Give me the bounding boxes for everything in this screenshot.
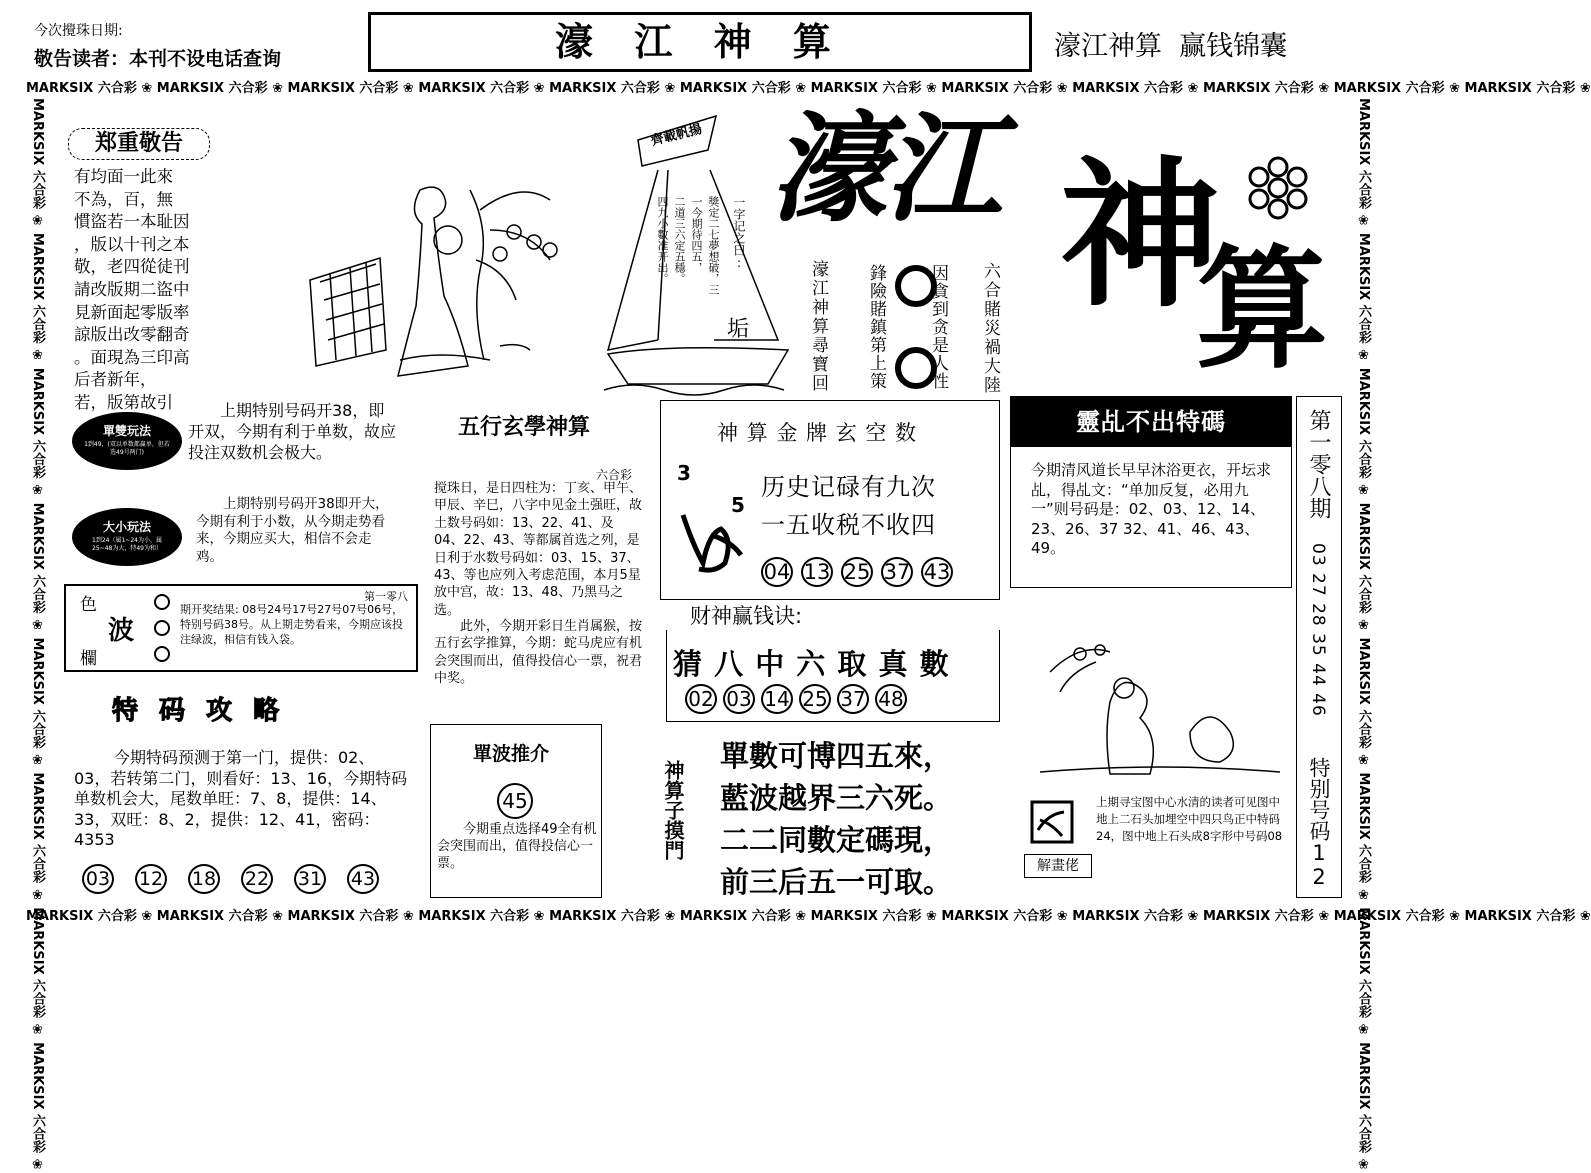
wuxing-text-2: 此外，今期开彩日生肖属猴，按五行玄学推算，今期：蛇马虎应有机会突围而出，值得投信心一票，祝君中奖。: [434, 619, 643, 687]
strategy-title: 特 码 攻 略: [112, 696, 286, 726]
color-wave-issue: 第一零八: [364, 590, 408, 603]
wealth-number: 14: [761, 684, 793, 714]
gold-line-1: 历史记碌有九次: [761, 473, 936, 501]
sail-poem-col: 一今期待四五，: [690, 196, 703, 273]
big-small-text: 上期特别号码开38即开大，今期有利于小数，从今期走势看来，今期应买大，相信不会走鸡。: [196, 496, 389, 565]
gold-number: 37: [881, 557, 913, 587]
center-poem-col2: 鋒險賭鎮第上策: [866, 264, 886, 390]
gold-number: 13: [801, 557, 833, 587]
issue-side-box: [1296, 396, 1342, 898]
strategy-number: 43: [347, 864, 379, 894]
flower-icon: [1245, 155, 1311, 221]
sail-poem: [656, 196, 720, 306]
marquee-bottom: MARKSIX 六合彩 ❀ MARKSIX 六合彩 ❀ MARKSIX 六合彩 ❀ MARKSIX 六合彩 ❀ MARKSIX 六合彩 ❀ MARKSIX 六合彩 ❀ MARKSIX 六合彩 ❀ MARKSIX 六合彩 ❀ MARKSIX 六合彩 ❀ MARKSIX 六合彩 ❀ MARKSIX 六合彩 ❀ MARKSIX 六合彩 ❀: [26, 909, 1591, 924]
center-poem-col3: 因貪到贪是人性: [928, 264, 948, 390]
gold-digit-b: 5: [731, 493, 745, 517]
sail-flag: 齊載帆揚: [649, 121, 704, 150]
spirit-title: 靈乩不出特碼: [1011, 397, 1291, 447]
wealth-number: 37: [837, 684, 869, 714]
color-wave-label-bot: 欄: [80, 649, 97, 669]
gold-number: 04: [761, 557, 793, 587]
single-wave-box: [430, 724, 602, 898]
wealth-number: 03: [723, 684, 755, 714]
marquee-right: MARKSIX 六合彩 ❀ MARKSIX 六合彩 ❀ MARKSIX 六合彩 ❀ MARKSIX 六合彩 ❀ MARKSIX 六合彩 ❀ MARKSIX 六合彩 ❀ MARKSIX 六合彩 ❀ MARKSIX 六合彩 ❀: [1356, 98, 1371, 1173]
masthead-title: 濠 江 神 算: [555, 20, 845, 64]
masthead-title-box: [368, 12, 1032, 72]
big-title-shen: 神: [1060, 141, 1221, 329]
brush-glyph-icon: [671, 499, 751, 579]
door-label: 神算子摸門: [661, 760, 685, 860]
single-wave-number: 45: [497, 783, 533, 819]
spirit-box: [1010, 396, 1292, 588]
issue-special: 特别号码12: [1307, 757, 1331, 889]
strategy-text: 今期特码预测于第一门，提供：02、03，若转第二门，则看好：13、16，今期特码单数机会大，尾数单旺：7、8，提供：14、33，双旺：8、2，提供：12、41，密码：4353: [74, 748, 408, 849]
wealth-title: 财神赢钱诀:: [690, 604, 803, 628]
notice-line: 敬，老四從徒刊: [74, 257, 190, 277]
wealth-phrase: 猜 八 中 六 取 真 數: [673, 647, 950, 681]
sail-poem-title: 一字记之曰:: [732, 196, 746, 270]
notice-line: 不為，百，無: [74, 189, 173, 209]
notice-body: [74, 166, 224, 415]
gold-line-2: 一五收税不收四: [761, 511, 936, 539]
gold-title: 神 算 金 牌 玄 空 数: [717, 421, 918, 445]
puzzle-logo-icon: [1030, 800, 1074, 844]
color-wave-label-mid: 波: [108, 616, 135, 646]
notice-line: 請改版期二盜中: [74, 279, 190, 299]
color-wave-text: 期开奖结果: 08号24号17号27号07号06号，特别号码38号。从上期走势看来，今期应该投注绿波，相信有钱入袋。: [180, 603, 404, 646]
notice-line: 慣盜若一本耻因: [74, 212, 190, 232]
wealth-box: [666, 630, 1000, 722]
notice-line: ，版以十刊之本: [74, 234, 190, 254]
issue-label: 第一零八期: [1306, 409, 1331, 519]
draw-date-label: 今次攪珠日期:: [34, 23, 123, 39]
big-small-badge: [72, 508, 182, 566]
gold-box: [660, 400, 1000, 600]
odd-even-badge-note: 1到49，(双以单数都赢单，但若选49号两门): [84, 441, 170, 456]
door-line-4: 前三后五一可取。: [720, 865, 953, 899]
puzzle-text: 上期寻宝图中心水清的读者可见图中地上二石头加埋空中四只鸟正中特码24，图中地上石头成8字形中号码08: [1096, 795, 1283, 843]
big-small-badge-note: 1到24（属1~24为小，属25~48为大，特49为和）: [92, 537, 162, 552]
strategy-number: 03: [82, 864, 114, 894]
odd-even-text: 上期特别号码开38，即开双，今期有利于单数，故应投注双数机会极大。: [188, 401, 397, 462]
sail-poem-col: 四九小數准开出。: [656, 196, 669, 284]
notice-title: 郑重敬告: [68, 128, 210, 160]
sail-poem-col: 二道三六定五穩。: [673, 196, 686, 284]
sail-key-char: 垢: [727, 317, 750, 342]
puzzle-box: [1012, 780, 1294, 898]
notice-line: 后者新年，: [74, 370, 157, 390]
issue-numbers: 03 27 28 35 44 46: [1308, 543, 1328, 717]
wealth-number: 48: [875, 684, 907, 714]
strategy-number: 31: [294, 864, 326, 894]
gold-number: 43: [921, 557, 953, 587]
strategy-number: 18: [188, 864, 220, 894]
odd-even-badge: [72, 412, 182, 470]
big-title-suan: 算: [1196, 232, 1328, 387]
center-poem-col4: 六合賭災禍大陸: [980, 262, 1000, 395]
reader-notice: 敬告读者：本刊不设电话查询: [34, 48, 282, 70]
ring-decoration: [876, 262, 956, 392]
single-wave-title: 單波推介: [473, 743, 550, 765]
wealth-numbers: [685, 684, 913, 714]
wuxing-title: 五行玄學神算: [458, 415, 591, 440]
big-title-haojiang: 濠江: [770, 100, 999, 238]
strategy-numbers: [82, 864, 400, 894]
wealth-number: 02: [685, 684, 717, 714]
single-wave-text: 今期重点选择49全有机会突围而出，值得投信心一票。: [437, 822, 597, 871]
notice-line: 諒版出改零翻奇: [74, 325, 190, 345]
gold-digit-a: 3: [677, 461, 691, 485]
strategy-number: 22: [241, 864, 273, 894]
door-line-2: 藍波越界三六死。: [720, 781, 953, 815]
color-wave-circles: [154, 594, 170, 666]
gold-numbers: [761, 557, 961, 587]
wuxing-text: 搅珠日，是日四柱为：丁亥、甲午、甲辰、辛巳，八字中见金土强旺，故土数号码如：13、22、41、及04、22、43、等都属首选之列，是日利于水数号码如：03、15、37、43、等也应列入考虑范围，本月5星放中宫，故：13、48、乃黑马之选。: [434, 481, 643, 618]
sail-poem-col: 獎定二七夢想破，三: [707, 196, 720, 295]
spirit-text: 今期清风道长早早沐浴更衣，开坛求乩，得乩文：“单加反复，必用九一”则号码是：02、03、12、14、23、26、37 32、41、46、43、49。: [1031, 461, 1272, 557]
puzzle-badge: 解畫佬: [1024, 854, 1092, 878]
odd-even-badge-label: 單雙玩法: [102, 424, 151, 438]
notice-line: 。面現為三印高: [74, 347, 190, 367]
wealth-number: 25: [799, 684, 831, 714]
color-wave-label-top: 色: [80, 595, 97, 615]
monk-illustration: [1040, 632, 1280, 782]
big-small-badge-label: 大小玩法: [102, 520, 151, 534]
strategy-number: 12: [135, 864, 167, 894]
center-poem-col1: 濠江神算尋寶回: [808, 260, 828, 393]
color-wave-box: [64, 584, 418, 672]
marquee-top: MARKSIX 六合彩 ❀ MARKSIX 六合彩 ❀ MARKSIX 六合彩 ❀ MARKSIX 六合彩 ❀ MARKSIX 六合彩 ❀ MARKSIX 六合彩 ❀ MARKSIX 六合彩 ❀ MARKSIX 六合彩 ❀ MARKSIX 六合彩 ❀ MARKSIX 六合彩 ❀ MARKSIX 六合彩 ❀ MARKSIX 六合彩 ❀: [26, 81, 1591, 96]
door-line-1: 單數可博四五來，: [720, 739, 953, 773]
lady-illustration: [300, 170, 590, 380]
notice-line: 見新面起零版率: [74, 302, 190, 322]
notice-line: 若，版第故引: [74, 392, 173, 412]
header-slogan: 濠江神算 赢钱锦囊: [1054, 31, 1288, 62]
wuxing-tag: 六合彩: [596, 468, 633, 482]
door-line-3: 二二同數定碼現，: [720, 823, 953, 857]
notice-line: 有均面一此來: [74, 167, 173, 186]
marquee-left: MARKSIX 六合彩 ❀ MARKSIX 六合彩 ❀ MARKSIX 六合彩 ❀ MARKSIX 六合彩 ❀ MARKSIX 六合彩 ❀ MARKSIX 六合彩 ❀ MARKSIX 六合彩 ❀ MARKSIX 六合彩 ❀: [30, 98, 45, 1173]
gold-number: 25: [841, 557, 873, 587]
